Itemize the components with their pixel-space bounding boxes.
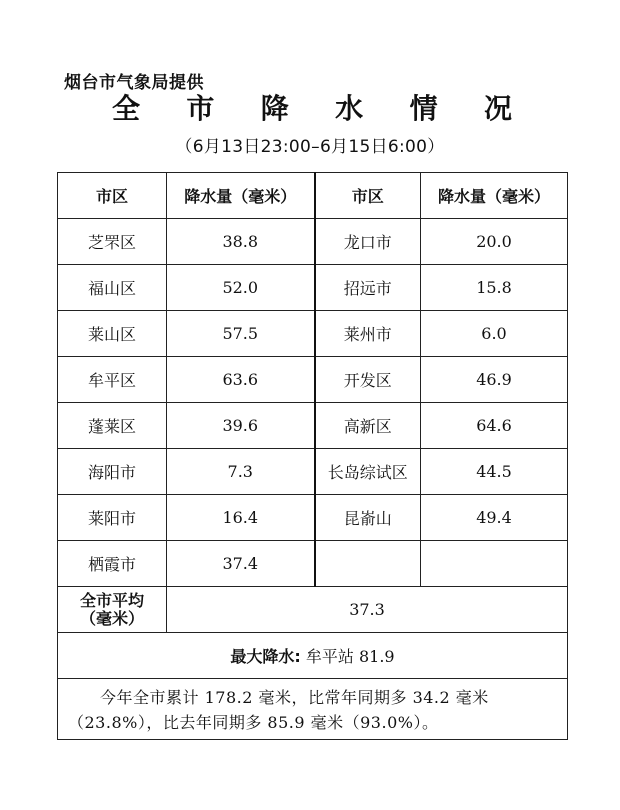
period-subtitle: （6月13日23:00–6月15日6:00） [175, 137, 445, 157]
rain-cell: 37.4 [167, 541, 315, 587]
title-char: 水 [335, 92, 364, 125]
header-district: 市区 [315, 173, 421, 219]
rain-cell: 49.4 [421, 495, 568, 541]
district-cell: 莱阳市 [58, 495, 167, 541]
cumulative-note: 今年全市累计 178.2 毫米，比常年同期多 34.2 毫米（23.8%），比去年同期多 85.9 毫米（93.0%）。 [58, 679, 568, 740]
title-char: 况 [483, 92, 512, 125]
district-cell: 牟平区 [58, 357, 167, 403]
title-char: 市 [186, 92, 215, 125]
rain-cell: 7.3 [167, 449, 315, 495]
district-cell: 龙口市 [315, 219, 421, 265]
rain-cell: 38.8 [167, 219, 315, 265]
rain-cell: 52.0 [167, 265, 315, 311]
rain-cell: 15.8 [421, 265, 568, 311]
district-cell: 长岛综试区 [315, 449, 421, 495]
header-district: 市区 [58, 173, 167, 219]
average-label-line1: 全市平均 [79, 590, 144, 610]
table-row [58, 357, 568, 403]
table-row [58, 311, 568, 357]
table-row [58, 541, 568, 587]
max-rain-cell [58, 633, 568, 679]
max-rain-value: 牟平站 81.9 [305, 647, 395, 666]
header-rain: 降水量（毫米） [167, 173, 315, 219]
table-row [58, 449, 568, 495]
rain-cell: 16.4 [167, 495, 315, 541]
district-cell: 高新区 [315, 403, 421, 449]
district-cell: 招远市 [315, 265, 421, 311]
page-title [112, 92, 512, 126]
average-row [58, 587, 568, 633]
title-char: 全 [112, 92, 141, 125]
average-value: 37.3 [167, 587, 568, 633]
average-label-line2: （毫米） [79, 608, 144, 628]
rainfall-table [57, 172, 568, 740]
provider-label: 烟台市气象局提供 [64, 73, 204, 93]
district-cell: 海阳市 [58, 449, 167, 495]
rain-cell: 6.0 [421, 311, 568, 357]
max-rain-label: 最大降水: [230, 647, 301, 666]
rain-cell: 20.0 [421, 219, 568, 265]
district-cell: 蓬莱区 [58, 403, 167, 449]
table-row [58, 265, 568, 311]
note-row [58, 679, 568, 740]
header-rain: 降水量（毫米） [421, 173, 568, 219]
district-cell [315, 541, 421, 587]
rain-cell: 44.5 [421, 449, 568, 495]
district-cell: 莱山区 [58, 311, 167, 357]
rain-cell [421, 541, 568, 587]
district-cell: 芝罘区 [58, 219, 167, 265]
rain-cell: 63.6 [167, 357, 315, 403]
rain-cell: 64.6 [421, 403, 568, 449]
title-char: 降 [260, 92, 289, 125]
table-row [58, 495, 568, 541]
rain-cell: 46.9 [421, 357, 568, 403]
district-cell: 昆嵛山 [315, 495, 421, 541]
rain-cell: 57.5 [167, 311, 315, 357]
table-row [58, 403, 568, 449]
average-label [58, 587, 167, 633]
district-cell: 莱州市 [315, 311, 421, 357]
table-header-row [58, 173, 568, 219]
rain-cell: 39.6 [167, 403, 315, 449]
table-row [58, 219, 568, 265]
title-char: 情 [409, 92, 438, 125]
district-cell: 开发区 [315, 357, 421, 403]
district-cell: 栖霞市 [58, 541, 167, 587]
district-cell: 福山区 [58, 265, 167, 311]
max-rain-row [58, 633, 568, 679]
